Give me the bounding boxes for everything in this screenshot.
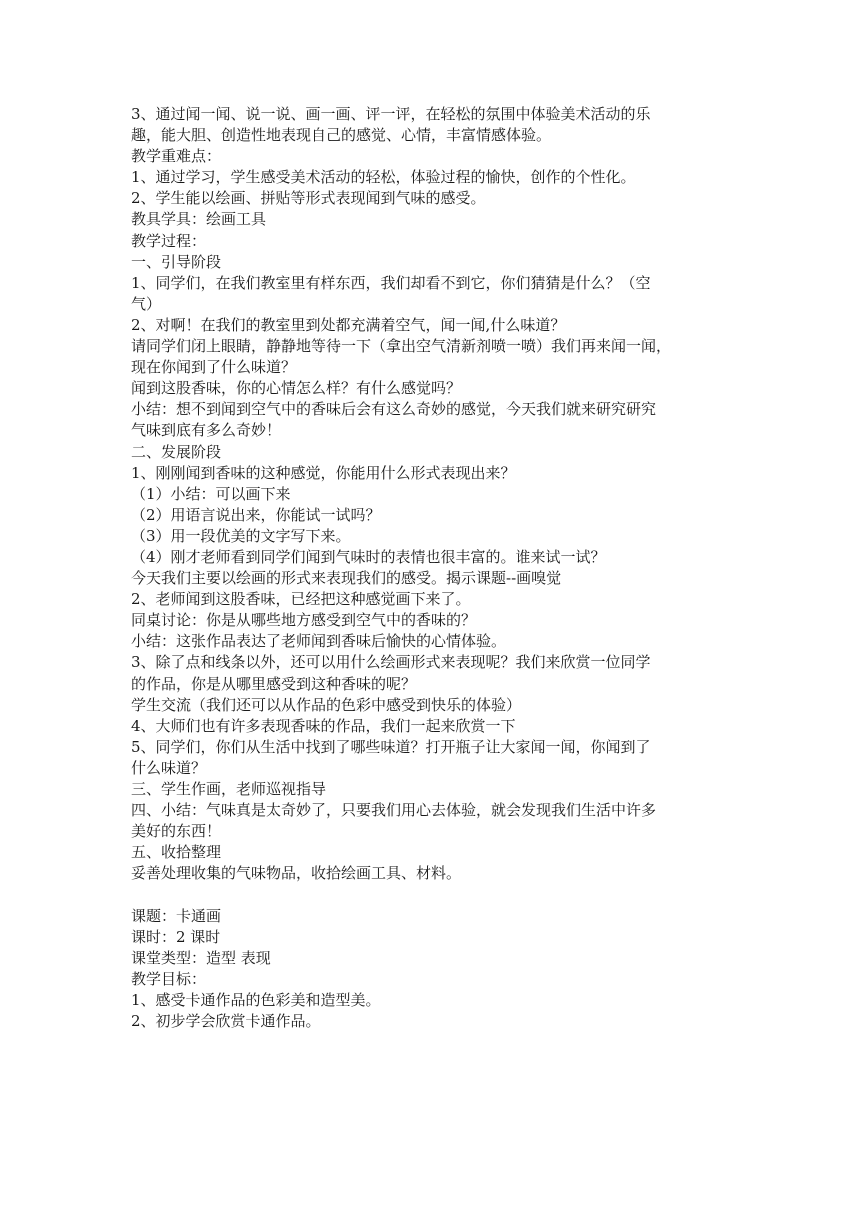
blank-line xyxy=(131,884,741,905)
text-line: 气味到底有多么奇妙！ xyxy=(131,421,282,440)
lesson-title: 课题：卡通画 xyxy=(131,906,222,925)
text-line: 请同学们闭上眼睛，静静地等待一下（拿出空气清新剂喷一喷）我们再来闻一闻， xyxy=(131,337,672,356)
text-line: 同桌讨论：你是从哪些地方感受到空气中的香味的？ xyxy=(131,611,477,630)
section-heading: 教学重难点： xyxy=(131,147,222,166)
text-line: 2、初步学会欣赏卡通作品。 xyxy=(131,1012,321,1031)
section-heading: 教学过程： xyxy=(131,231,207,250)
text-line: 2、老师闻到这股香味，已经把这种感觉画下来了。 xyxy=(131,590,471,609)
text-line: 趣，能大胆、创造性地表现自己的感觉、心情，丰富情感体验。 xyxy=(131,126,552,145)
text-line: 今天我们主要以绘画的形式来表现我们的感受。揭示课题--画嗅觉 xyxy=(131,569,562,588)
lesson-type: 课堂类型：造型 表现 xyxy=(131,948,271,967)
text-line: 4、大师们也有许多表现香味的作品，我们一起来欣赏一下 xyxy=(131,716,516,735)
text-line: 5、同学们，你们从生活中找到了哪些味道？打开瓶子让大家闻一闻，你闻到了 xyxy=(131,737,651,756)
section-heading: 教学目标： xyxy=(131,969,207,988)
lesson-hours: 课时：2 课时 xyxy=(131,927,221,946)
text-line: 小结：这张作品表达了老师闻到香味后愉快的心情体验。 xyxy=(131,632,507,651)
text-line: 2、对啊！在我们的教室里到处都充满着空气，闻一闻,什么味道？ xyxy=(131,315,566,334)
section-heading: 二、发展阶段 xyxy=(131,442,222,461)
text-line: 1、通过学习，学生感受美术活动的轻松，体验过程的愉快，创作的个性化。 xyxy=(131,168,636,187)
text-line: 1、感受卡通作品的色彩美和造型美。 xyxy=(131,990,381,1009)
text-line: 学生交流（我们还可以从作品的色彩中感受到快乐的体验） xyxy=(131,695,522,714)
text-line: 什么味道？ xyxy=(131,758,207,777)
text-line: （1）小结：可以画下来 xyxy=(131,484,291,503)
text-line: （4）刚才老师看到同学们闻到气味时的表情也很丰富的。谁来试一试？ xyxy=(131,547,606,566)
text-line: 美好的东西！ xyxy=(131,822,222,841)
section-heading: 一、引导阶段 xyxy=(131,252,222,271)
text-line: （3）用一段优美的文字写下来。 xyxy=(131,526,351,545)
text-line: 教具学具：绘画工具 xyxy=(131,210,267,229)
text-line: 2、学生能以绘画、拼贴等形式表现闻到气味的感受。 xyxy=(131,189,486,208)
text-line: 闻到这股香味，你的心情怎么样？有什么感觉吗？ xyxy=(131,379,462,398)
section-heading: 五、收拾整理 xyxy=(131,843,222,862)
section-heading: 四、小结：气味真是太奇妙了，只要我们用心去体验，就会发现我们生活中许多 xyxy=(131,801,657,820)
section-heading: 三、学生作画，老师巡视指导 xyxy=(131,780,327,798)
text-line: （2）用语言说出来，你能试一试吗？ xyxy=(131,505,381,524)
text-line: 的作品，你是从哪里感受到这种香味的呢？ xyxy=(131,674,417,693)
text-line: 1、同学们，在我们教室里有样东西，我们却看不到它，你们猜猜是什么？（空 xyxy=(131,273,651,292)
text-line: 妥善处理收集的气味物品，收拾绘画工具、材料。 xyxy=(131,864,462,883)
text-line: 1、刚刚闻到香味的这种感觉，你能用什么形式表现出来？ xyxy=(131,463,516,482)
text-line: 3、通过闻一闻、说一说、画一画、评一评，在轻松的氛围中体验美术活动的乐 xyxy=(131,105,651,123)
text-line: 小结：想不到闻到空气中的香味后会有这么奇妙的感觉，今天我们就来研究研究 xyxy=(131,400,657,419)
text-line: 3、除了点和线条以外，还可以用什么绘画形式来表现呢？我们来欣赏一位同学 xyxy=(131,653,651,672)
document-page xyxy=(131,104,741,1032)
text-line: 现在你闻到了什么味道？ xyxy=(131,358,297,377)
text-line: 气） xyxy=(131,294,162,313)
